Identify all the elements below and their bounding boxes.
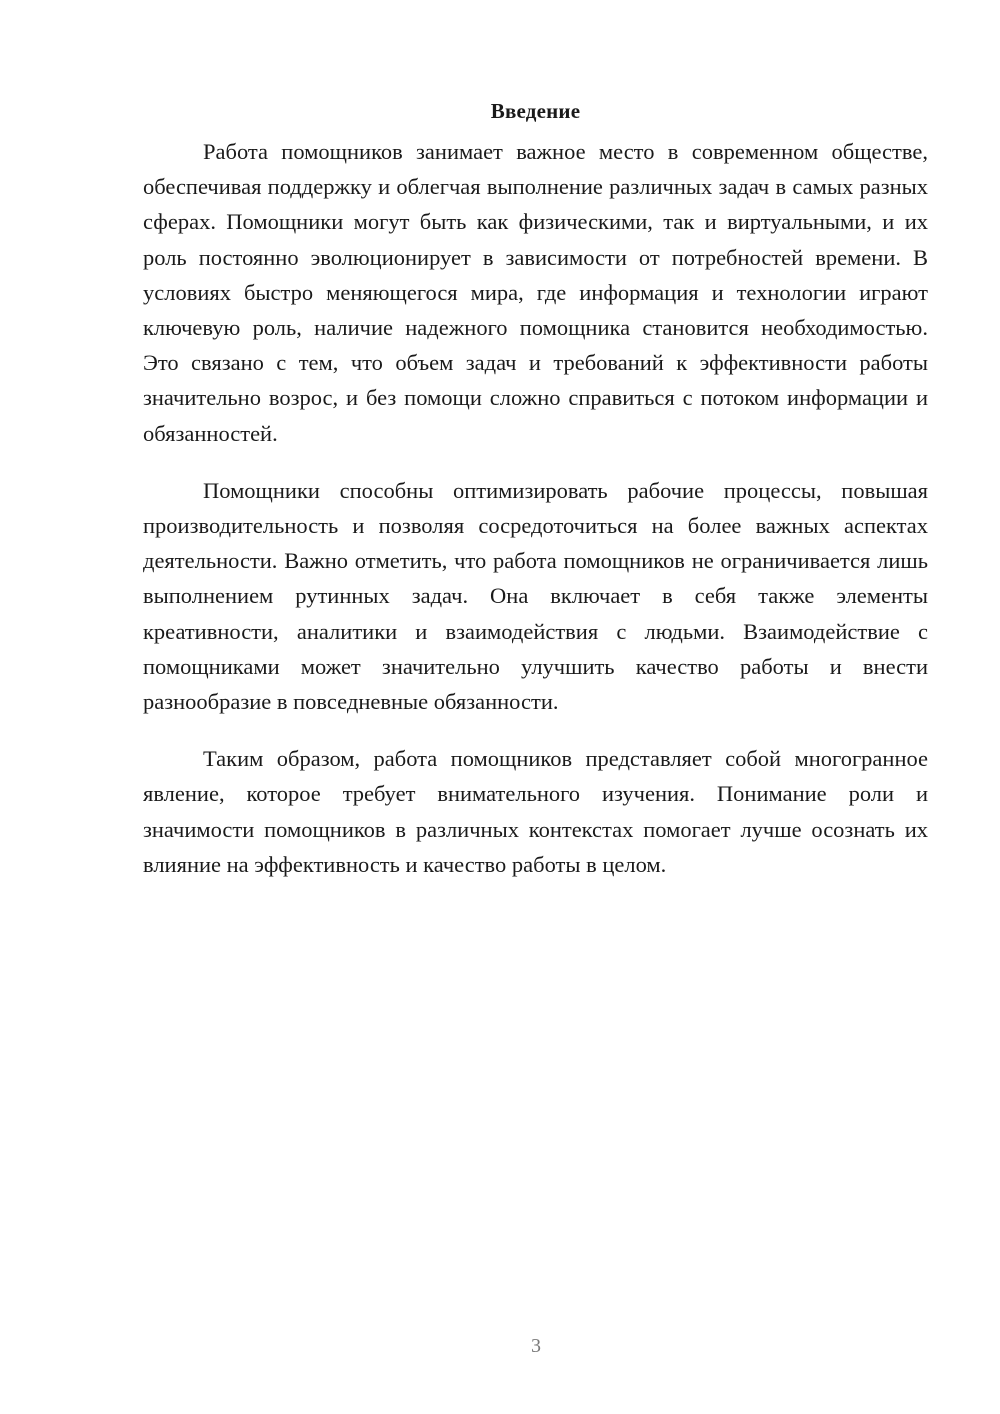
paragraph-3: Таким образом, работа помощников представляет собой многогранное явление, которое требует внимательного изучения. Понимание роли и значимости помощников в различных контекстах помогает лучше осознать их влияние на эффективность и качество работы в целом. bbox=[143, 746, 928, 877]
paragraph-1: Работа помощников занимает важное место в современном обществе, обеспечивая поддержку и облегчая выполнение различных задач в самых разных сферах. Помощники могут быть как физическими, так и виртуальными, и их роль постоянно эволюционирует в зависимости от потребностей времени. В условиях быстро меняющегося мира, где информация и технологии играют ключевую роль, наличие надежного помощника становится необходимостью. Это связано с тем, что объем задач и требований к эффективности работы значительно возрос, и без помощи сложно справиться с потоком информации и обязанностей. bbox=[143, 139, 928, 446]
page-content bbox=[143, 96, 928, 904]
paragraph-2: Помощники способны оптимизировать рабочие процессы, повышая производительность и позволяя сосредоточиться на более важных аспектах деятельности. Важно отметить, что работа помощников не ограничивается лишь выполнением рутинных задач. Она включает в себя также элементы креативности, аналитики и взаимодействия с людьми. Взаимодействие с помощниками может значительно улучшить качество работы и внести разнообразие в повседневные обязанности. bbox=[143, 477, 928, 715]
page-number: 3 bbox=[531, 1335, 541, 1357]
section-title: Введение bbox=[490, 99, 581, 123]
